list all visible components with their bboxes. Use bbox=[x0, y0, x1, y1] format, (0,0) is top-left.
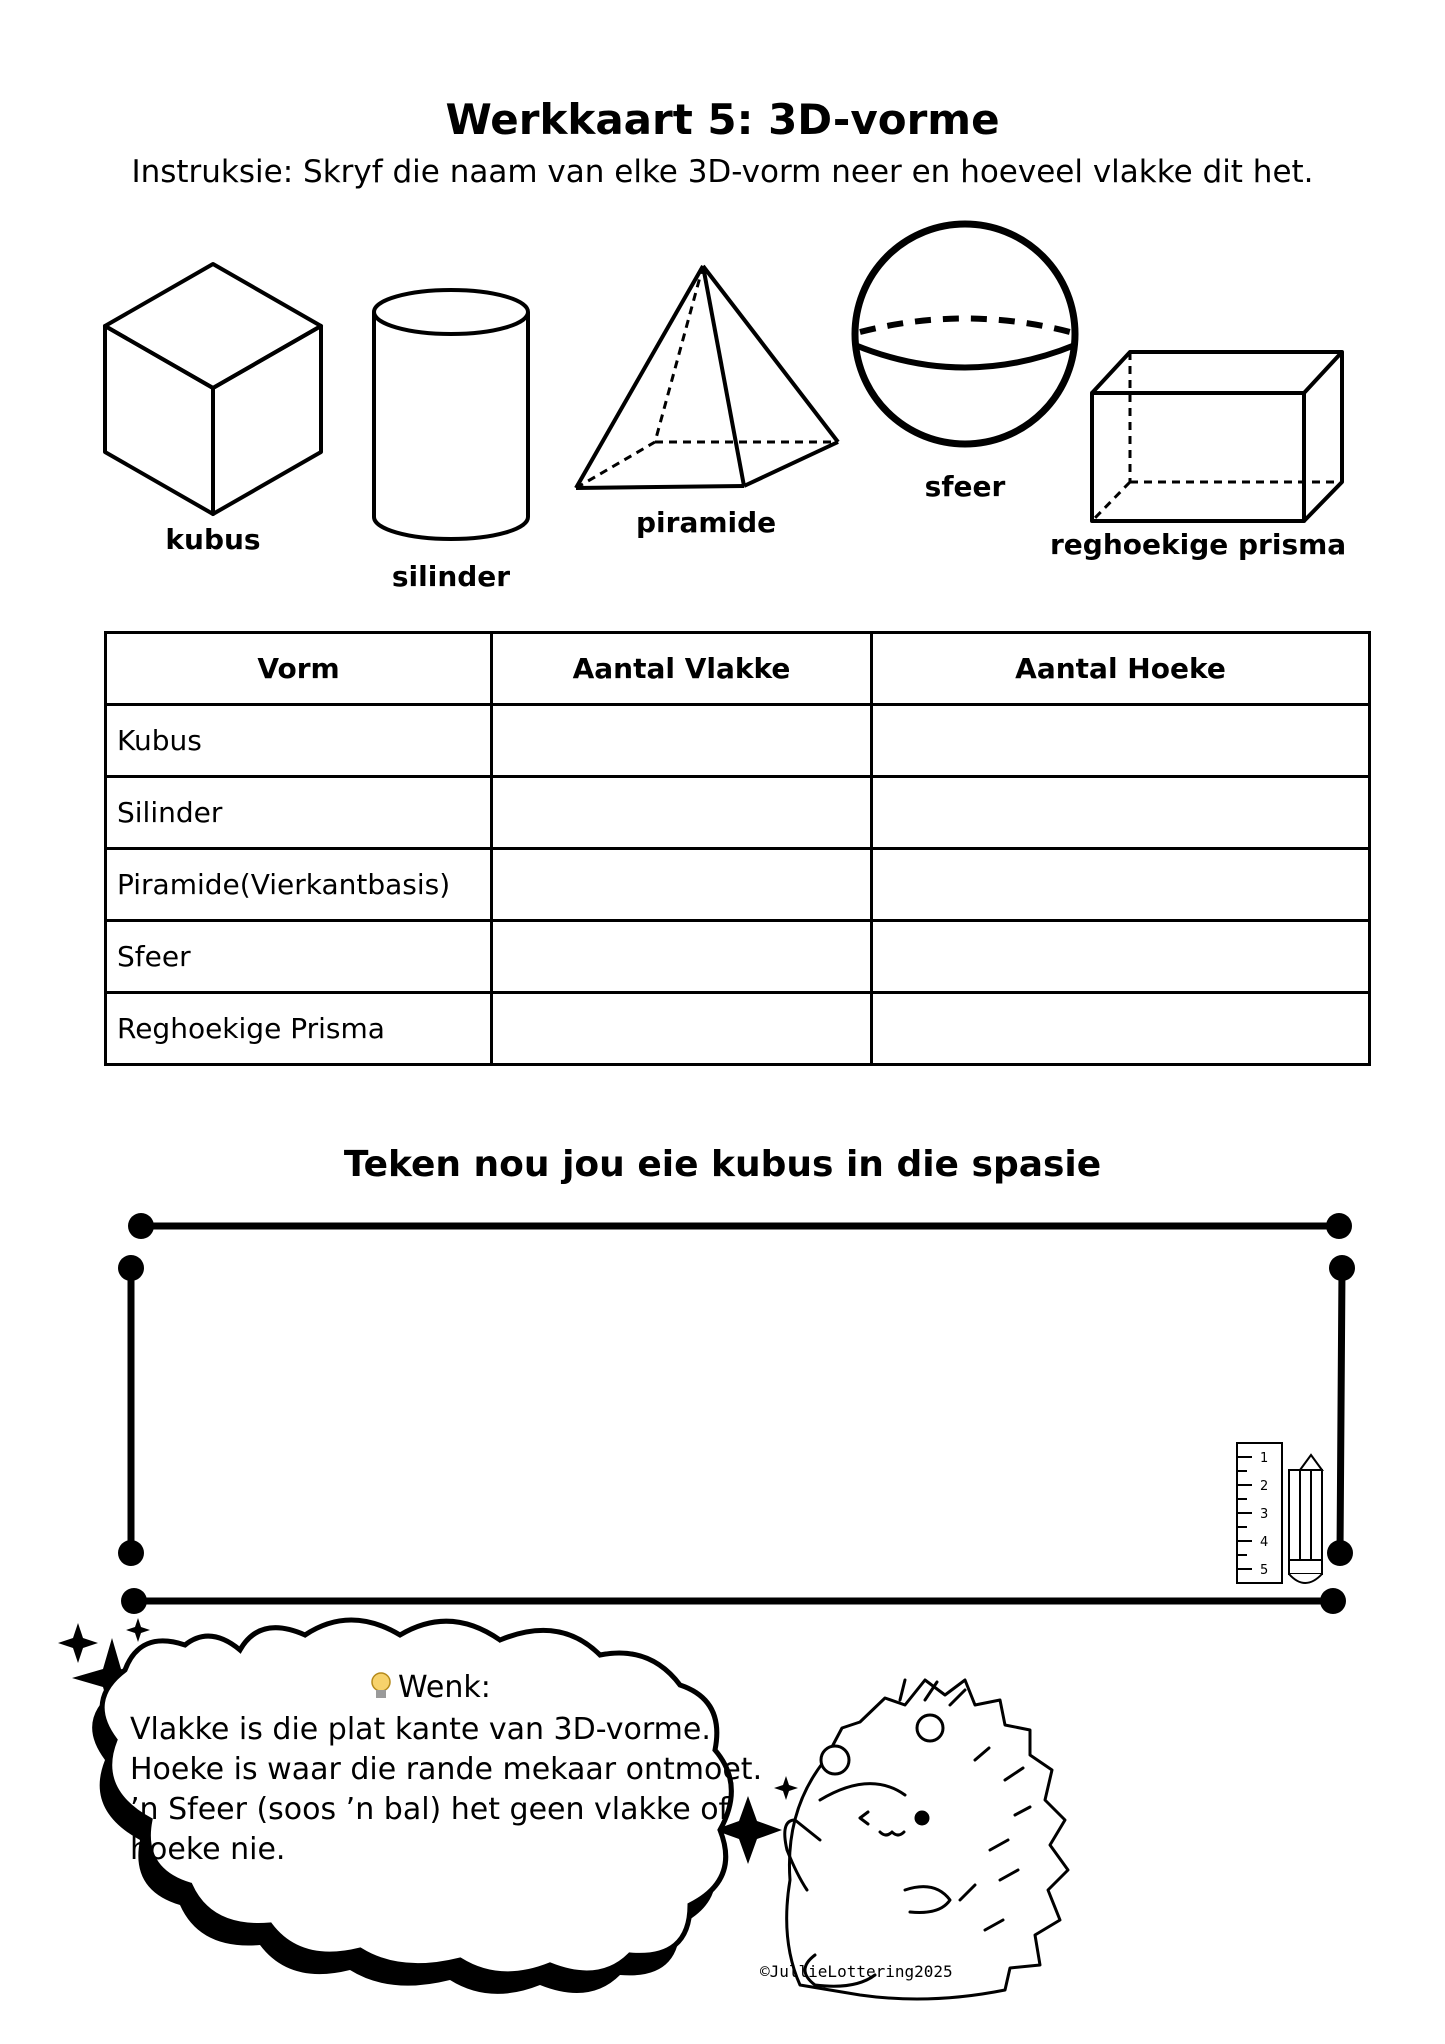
shape-cell: Kubus bbox=[106, 705, 492, 777]
ruler-mark: 5 bbox=[1260, 1563, 1269, 1578]
shape-cell: Reghoekige Prisma bbox=[106, 993, 492, 1065]
pyramid-drawing bbox=[576, 266, 838, 488]
shape-cell: Piramide(Vierkantbasis) bbox=[106, 849, 492, 921]
corners-cell[interactable] bbox=[872, 705, 1370, 777]
copyright-text: ©JullieLottering2025 bbox=[760, 1962, 953, 1981]
column-header: Aantal Vlakke bbox=[492, 633, 872, 705]
table-row bbox=[106, 993, 1370, 1065]
tip-line: hoeke nie. bbox=[130, 1832, 286, 1867]
tip-line: Vlakke is die plat kante van 3D-vorme. bbox=[130, 1712, 711, 1747]
shape-cell: Sfeer bbox=[106, 921, 492, 993]
table-row bbox=[106, 849, 1370, 921]
sphere-drawing bbox=[855, 224, 1075, 444]
table-row bbox=[106, 921, 1370, 993]
hedgehog-illustration bbox=[785, 1680, 1068, 1999]
label-prism: reghoekige prisma bbox=[1050, 528, 1347, 561]
cylinder-drawing bbox=[374, 290, 528, 539]
faces-cell[interactable] bbox=[492, 777, 872, 849]
column-header: Vorm bbox=[106, 633, 492, 705]
drawing-title: Teken nou jou eie kubus in die spasie bbox=[343, 1144, 1102, 1185]
page-title: Werkkaart 5: 3D-vorme bbox=[445, 95, 1000, 144]
corners-cell[interactable] bbox=[872, 921, 1370, 993]
table-header-row bbox=[106, 633, 1370, 705]
corners-cell[interactable] bbox=[872, 777, 1370, 849]
tip-line: ’n Sfeer (soos ’n bal) het geen vlakke of bbox=[130, 1792, 730, 1827]
ruler-mark: 3 bbox=[1260, 1507, 1269, 1522]
ruler-mark: 2 bbox=[1260, 1479, 1269, 1494]
shape-cell: Silinder bbox=[106, 777, 492, 849]
corners-cell[interactable] bbox=[872, 849, 1370, 921]
faces-cell[interactable] bbox=[492, 993, 872, 1065]
label-sphere: sfeer bbox=[924, 470, 1006, 503]
instruction-text: Instruksie: Skryf die naam van elke 3D-vorm neer en hoeveel vlakke dit het. bbox=[131, 154, 1314, 190]
answer-table bbox=[104, 631, 1371, 1066]
ruler-mark: 1 bbox=[1260, 1451, 1269, 1466]
corners-cell[interactable] bbox=[872, 993, 1370, 1065]
table-row bbox=[106, 777, 1370, 849]
column-header: Aantal Hoeke bbox=[872, 633, 1370, 705]
cube-drawing bbox=[105, 264, 321, 514]
label-cube: kubus bbox=[165, 523, 261, 556]
faces-cell[interactable] bbox=[492, 705, 872, 777]
faces-cell[interactable] bbox=[492, 921, 872, 993]
tip-heading: Wenk: bbox=[398, 1670, 491, 1705]
prism-drawing bbox=[1092, 352, 1342, 521]
faces-cell[interactable] bbox=[492, 849, 872, 921]
label-pyramid: piramide bbox=[636, 506, 777, 539]
tip-line: Hoeke is waar die rande mekaar ontmoet. bbox=[130, 1752, 763, 1787]
drawing-area[interactable] bbox=[145, 1245, 1325, 1585]
label-cylinder: silinder bbox=[391, 560, 511, 593]
ruler-mark: 4 bbox=[1260, 1535, 1269, 1550]
table-row bbox=[106, 705, 1370, 777]
